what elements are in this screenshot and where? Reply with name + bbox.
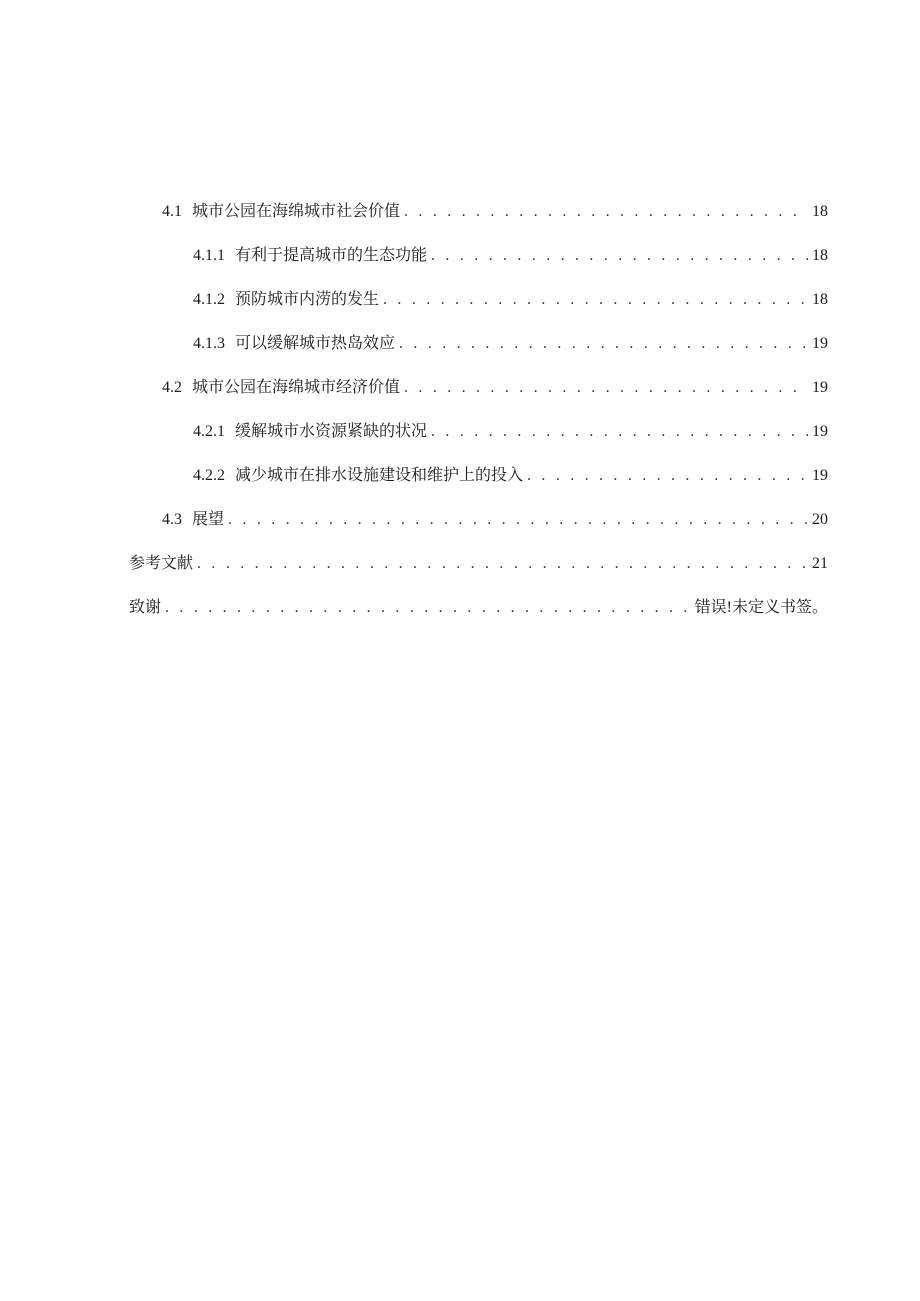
toc-number: 4.1.2 (193, 291, 225, 308)
toc-leader-dots (527, 461, 808, 491)
toc-title: 城市公园在海绵城市社会价值 (192, 201, 401, 220)
toc-page-number: 19 (812, 467, 828, 484)
toc-entry-4-1-3[interactable] (193, 328, 828, 358)
toc-leader-dots (197, 549, 808, 579)
toc-title: 预防城市内涝的发生 (235, 289, 380, 308)
toc-leader-dots (228, 505, 808, 535)
toc-entry-acknowledgements[interactable] (129, 592, 828, 622)
toc-page-number: 19 (812, 423, 828, 440)
toc-page-number: 19 (812, 379, 828, 396)
toc-number: 4.2.1 (193, 423, 225, 440)
toc-number: 4.1.1 (193, 247, 225, 264)
toc-entry-4-2-1[interactable] (193, 416, 828, 446)
toc-page-number: 错误!未定义书签。 (694, 599, 828, 616)
toc-title: 缓解城市水资源紧缺的状况 (235, 421, 428, 440)
toc-entry-4-2-2[interactable] (193, 460, 828, 490)
toc-title: 减少城市在排水设施建设和维护上的投入 (235, 465, 524, 484)
toc-entry-4-2[interactable] (162, 372, 828, 402)
toc-leader-dots (165, 593, 691, 623)
toc-entry-4-1-2[interactable] (193, 284, 828, 314)
toc-page-number: 21 (812, 555, 828, 572)
toc-page-number: 18 (812, 203, 828, 220)
toc-leader-dots (431, 417, 808, 447)
toc-title: 致谢 (129, 597, 162, 616)
toc-number: 4.2.2 (193, 467, 225, 484)
toc-leader-dots (399, 329, 808, 359)
toc-title: 城市公园在海绵城市经济价值 (192, 377, 401, 396)
toc-number: 4.2 (162, 379, 182, 396)
toc-entry-4-3[interactable] (162, 504, 828, 534)
toc-leader-dots (431, 241, 808, 271)
toc-leader-dots (383, 285, 808, 315)
toc-entry-references[interactable] (129, 548, 828, 578)
toc-title: 展望 (192, 509, 225, 528)
toc-page-number: 18 (812, 291, 828, 308)
toc-number: 4.3 (162, 511, 182, 528)
toc-leader-dots (404, 197, 808, 227)
toc-page-number: 19 (812, 335, 828, 352)
toc-entry-4-1[interactable] (162, 196, 828, 226)
toc-number: 4.1 (162, 203, 182, 220)
toc-number: 4.1.3 (193, 335, 225, 352)
toc-title: 可以缓解城市热岛效应 (235, 333, 396, 352)
toc-page-number: 20 (812, 511, 828, 528)
toc-leader-dots (404, 373, 808, 403)
toc-title: 参考文献 (129, 553, 194, 572)
toc-title: 有利于提高城市的生态功能 (235, 245, 428, 264)
toc-page-number: 18 (812, 247, 828, 264)
toc-entry-4-1-1[interactable] (193, 240, 828, 270)
